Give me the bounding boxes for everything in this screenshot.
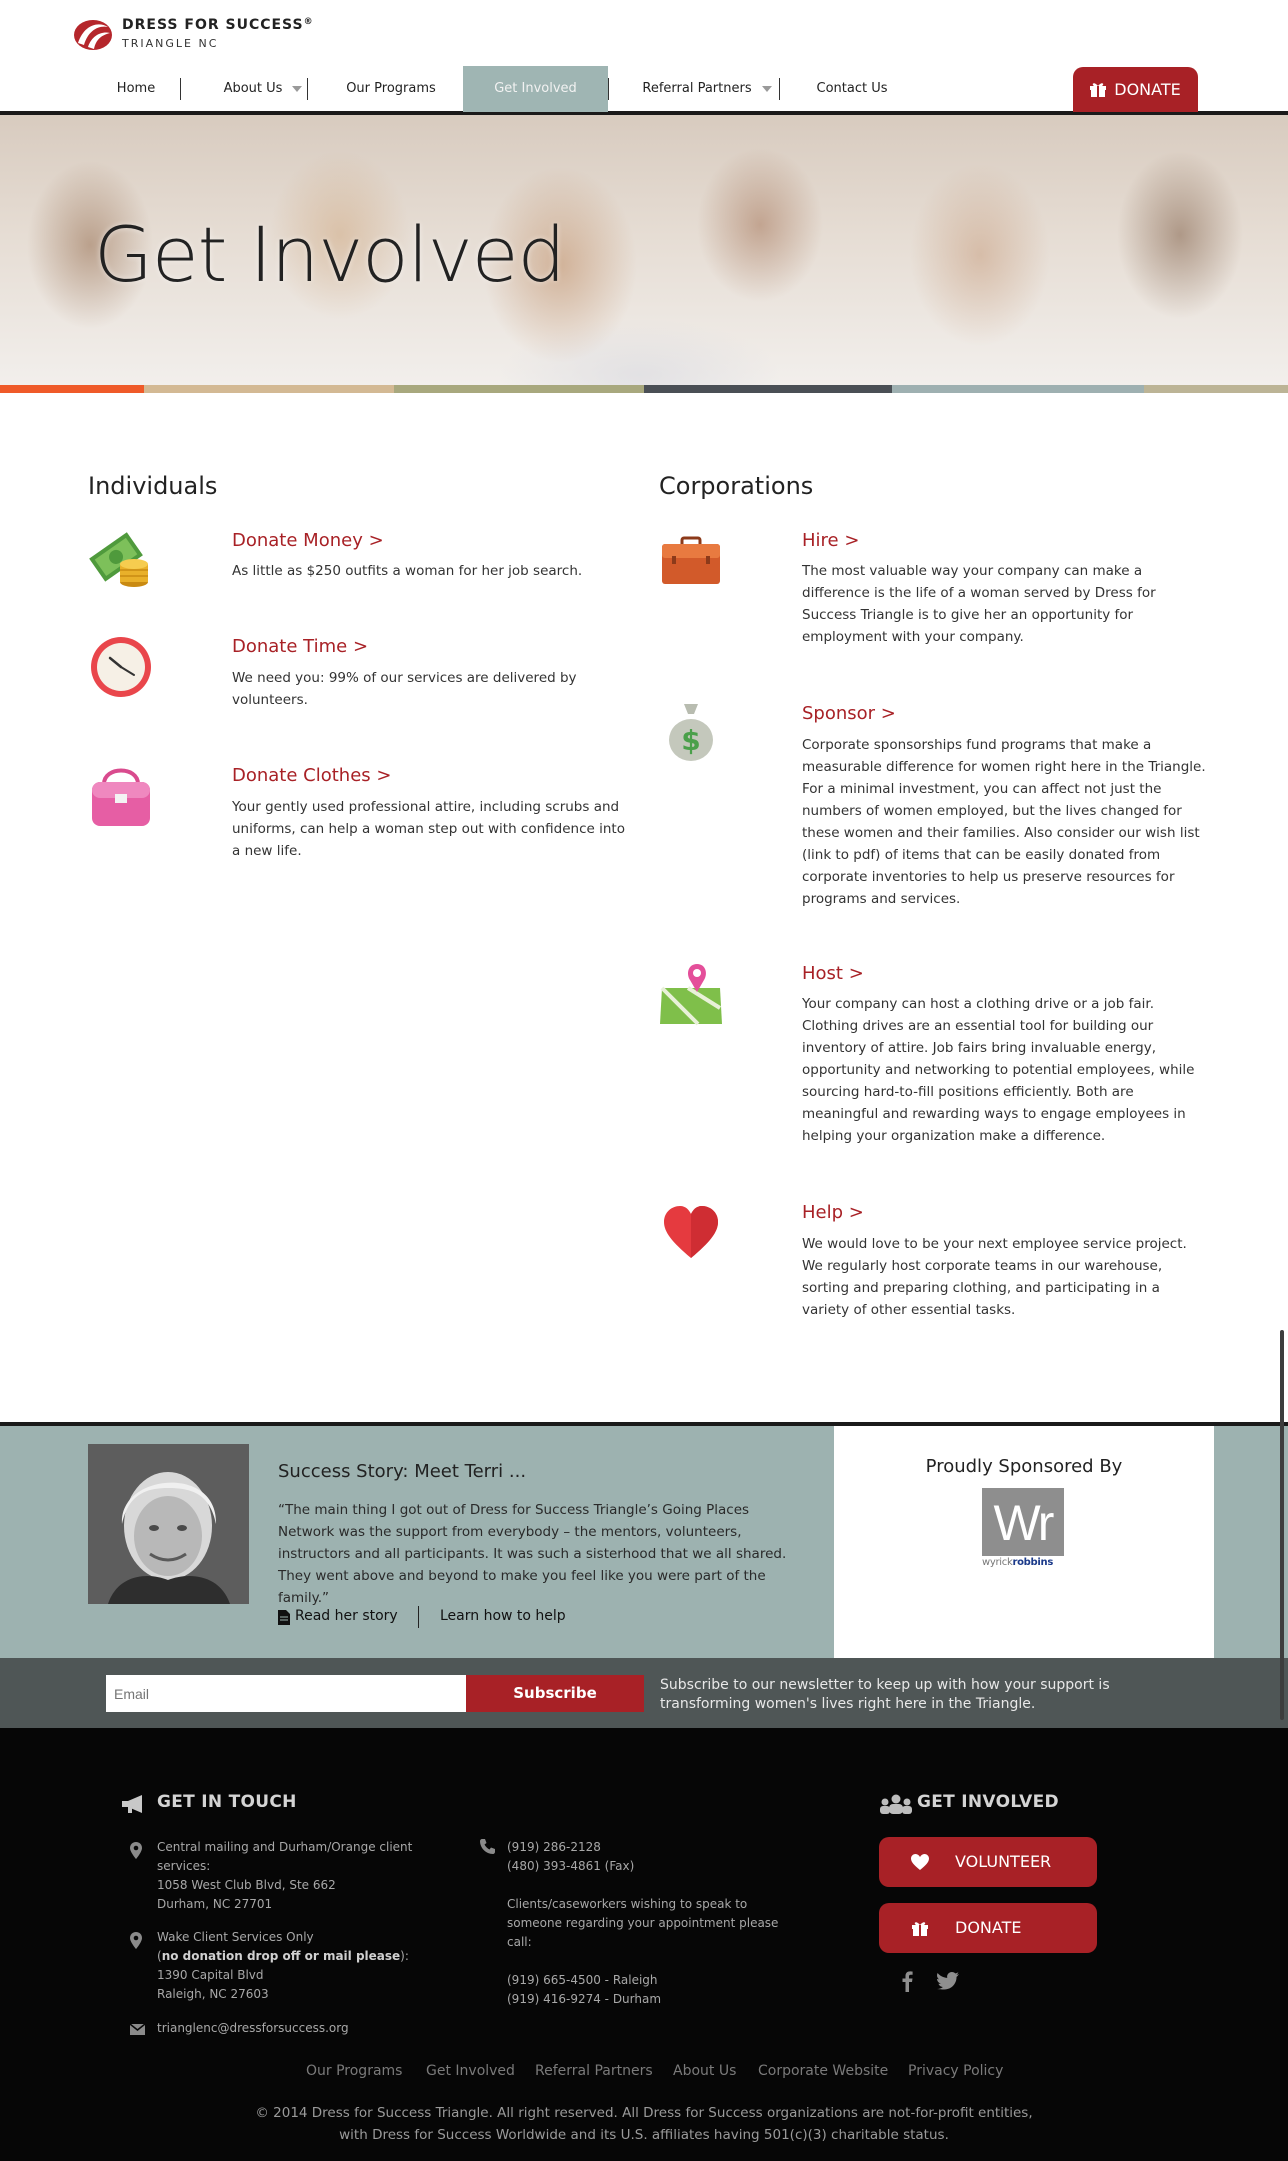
twitter-icon[interactable]: [937, 1972, 959, 1990]
central-address: [157, 1838, 417, 1914]
megaphone-icon: [120, 1794, 146, 1814]
footer-donate-button-label: DONATE: [955, 1918, 1022, 1937]
footer-link-about-us[interactable]: About Us: [673, 2063, 737, 2079]
nav-divider: [608, 78, 609, 100]
footer-link-our-programs[interactable]: Our Programs: [306, 2063, 403, 2079]
page-scrollbar-thumb[interactable]: [1280, 1330, 1284, 1720]
newsletter-description: Subscribe to our newsletter to keep up with how your support is transforming women's lives right here in the Triangle.: [660, 1677, 1110, 1712]
wake-address-city: Raleigh, NC 27603: [157, 1987, 269, 2001]
map-pin-icon: [658, 962, 724, 1026]
phone-contacts: [507, 1838, 797, 2009]
stripe-segment: [144, 385, 394, 393]
document-icon: [278, 1610, 290, 1625]
caseworker-note: Clients/caseworkers wishing to speak to someone regarding your appointment please call:: [507, 1897, 779, 1949]
footer-link-privacy-policy[interactable]: Privacy Policy: [908, 2063, 1004, 2079]
location-pin-icon: [130, 1842, 142, 1859]
wake-address-street: 1390 Capital Blvd: [157, 1968, 264, 1982]
stripe-segment: [394, 385, 644, 393]
donate-clothes-link[interactable]: Donate Clothes >: [232, 765, 392, 786]
donate-time-link[interactable]: Donate Time >: [232, 636, 369, 657]
donate-money-link[interactable]: Donate Money >: [232, 530, 384, 551]
donate-clothes-desc: Your gently used professional attire, including scrubs and uniforms, can help a woman step out with confidence into a new life.: [232, 799, 625, 859]
subscribe-button[interactable]: Subscribe: [466, 1675, 644, 1712]
main-phone[interactable]: (919) 286-2128: [507, 1840, 601, 1854]
raleigh-phone[interactable]: (919) 665-4500 - Raleigh: [507, 1973, 658, 1987]
money-icon: [88, 528, 154, 590]
svg-text:$: $: [681, 724, 701, 757]
read-her-story-link[interactable]: [278, 1608, 398, 1624]
hero-banner: [0, 115, 1288, 385]
page-title: Get Involved: [94, 210, 565, 299]
nav-about-us-label: About Us: [223, 81, 283, 96]
sponsor-desc: Corporate sponsorships fund programs that make a measurable difference for women right here in the Triangle. For a minimal investment, you can affect not just the numbers of women employed, but the lives changed for these women and their families. Also consider our wish list (link to pdf) of items that can be easily donated from corporate inventories to help us preserve resources for programs and services.: [802, 737, 1206, 907]
nav-home[interactable]: Home: [116, 81, 156, 96]
gift-icon: [911, 1920, 929, 1936]
stripe-segment: [0, 385, 144, 393]
donate-money-desc: As little as $250 outfits a woman for her job search.: [232, 563, 583, 579]
volunteer-button-label: VOLUNTEER: [955, 1852, 1052, 1871]
wake-address-note: (no donation drop off or mail please):: [157, 1949, 409, 1963]
story-photo: [88, 1444, 249, 1604]
nav-our-programs[interactable]: Our Programs: [346, 81, 436, 96]
footer-donate-button[interactable]: [879, 1903, 1097, 1953]
site-logo[interactable]: [72, 15, 332, 55]
facebook-icon[interactable]: [901, 1970, 913, 1992]
nav-contact-us[interactable]: Contact Us: [816, 81, 888, 96]
sponsor-logo-name: wyrickrobbins: [982, 1557, 1054, 1568]
donate-button[interactable]: [1073, 67, 1198, 112]
heart-icon: [662, 1206, 720, 1260]
copyright-line-1: © 2014 Dress for Success Triangle. All right reserved. All Dress for Success organizations are not-for-profit entities,: [255, 2105, 1033, 2121]
hire-link[interactable]: Hire >: [802, 530, 860, 551]
get-involved-heading: GET INVOLVED: [917, 1792, 1059, 1812]
get-in-touch-heading: GET IN TOUCH: [157, 1792, 297, 1812]
envelope-icon: [130, 2024, 145, 2035]
footer-link-corporate-website[interactable]: Corporate Website: [758, 2063, 889, 2079]
learn-how-to-help-link[interactable]: Learn how to help: [440, 1608, 566, 1624]
nav-divider: [779, 78, 780, 100]
email-input[interactable]: [106, 1675, 466, 1712]
central-address-label: Central mailing and Durham/Orange client services:: [157, 1840, 413, 1873]
donate-time-desc: We need you: 99% of our services are delivered by volunteers.: [232, 670, 577, 708]
nav-divider: [307, 78, 308, 100]
story-link-divider: [418, 1606, 419, 1628]
nav-divider: [180, 78, 181, 100]
corporations-heading: Corporations: [659, 472, 814, 500]
color-stripe: [0, 385, 1288, 393]
donate-button-label: DONATE: [1114, 80, 1181, 99]
help-link[interactable]: Help >: [802, 1202, 864, 1223]
chevron-down-icon: [292, 86, 302, 92]
stripe-segment: [892, 385, 1144, 393]
durham-phone[interactable]: (919) 416-9274 - Durham: [507, 1992, 662, 2006]
individuals-heading: Individuals: [88, 472, 218, 500]
chevron-down-icon: [762, 86, 772, 92]
sponsor-link[interactable]: Sponsor >: [802, 703, 896, 724]
contact-email-link[interactable]: trianglenc@dressforsuccess.org: [157, 2021, 349, 2035]
host-desc: Your company can host a clothing drive or a job fair. Clothing drives are an essential tool for building our inventory of attire. Job fairs bring invaluable energy, opportunity and networking to potential employees, while sourcing hard-to-fill positions efficiently. Both are meaningful and rewarding ways to engage employees in helping your organization make a difference.: [802, 996, 1195, 1144]
central-address-street: 1058 West Club Blvd, Ste 662: [157, 1878, 336, 1892]
newsletter-bar: [0, 1658, 1288, 1728]
help-desc: We would love to be your next employee service project. We regularly host corporate teams in our warehouse, sorting and preparing clothing, and participating in a variety of other essential tasks.: [802, 1236, 1187, 1318]
story-title: Success Story: Meet Terri ...: [278, 1461, 527, 1482]
hire-desc: The most valuable way your company can make a difference is the life of a woman served by Dress for Success Triangle is to give her an opportunity for employment with your company.: [802, 563, 1156, 645]
logo-mark-icon: [72, 17, 114, 53]
clock-icon: [90, 636, 152, 698]
sponsor-logo-mark: Wr: [982, 1488, 1064, 1556]
footer-link-referral-partners[interactable]: Referral Partners: [535, 2063, 653, 2079]
nav-about-us[interactable]: [208, 66, 318, 112]
sponsor-box: [834, 1426, 1214, 1658]
sponsor-logo[interactable]: [982, 1488, 1066, 1572]
nav-referral-partners[interactable]: [632, 66, 782, 112]
central-address-city: Durham, NC 27701: [157, 1897, 273, 1911]
fax-number: (480) 393-4861 (Fax): [507, 1859, 635, 1873]
gift-icon: [1089, 81, 1107, 97]
wake-address: [157, 1928, 447, 2004]
stripe-segment: [644, 385, 892, 393]
location-pin-icon: [130, 1932, 142, 1949]
site-header: [0, 0, 1288, 115]
briefcase-icon: [660, 536, 722, 586]
copyright-notice: [0, 2102, 1288, 2146]
phone-icon: [479, 1838, 496, 1855]
story-quote: “The main thing I got out of Dress for Success Triangle’s Going Places Network was the support from everybody – the mentors, volunteers, instructors and all participants. It was such a sisterhood that we all shared. They went above and beyond to make you feel like you were part of the family.”: [278, 1502, 787, 1606]
read-her-story-label: Read her story: [295, 1608, 398, 1624]
logo-brand: DRESS FOR SUCCESS®: [122, 17, 314, 33]
heart-icon: [911, 1854, 929, 1870]
logo-subtitle: TRIANGLE NC: [122, 37, 219, 50]
nav-referral-partners-label: Referral Partners: [642, 81, 752, 96]
copyright-line-2: with Dress for Success Worldwide and its U.S. affiliates having 501(c)(3) charitable status.: [339, 2127, 949, 2143]
stripe-segment: [1144, 385, 1288, 393]
success-story-section: [0, 1422, 1288, 1658]
wake-address-label: Wake Client Services Only: [157, 1930, 314, 1944]
people-group-icon: [879, 1794, 913, 1814]
handbag-icon: [90, 762, 152, 828]
money-bag-icon: [668, 700, 714, 762]
sponsor-heading: Proudly Sponsored By: [925, 1456, 1123, 1477]
host-link[interactable]: Host >: [802, 963, 864, 984]
volunteer-button[interactable]: [879, 1837, 1097, 1887]
nav-get-involved[interactable]: Get Involved: [463, 66, 608, 112]
footer-link-get-involved[interactable]: Get Involved: [426, 2063, 515, 2079]
